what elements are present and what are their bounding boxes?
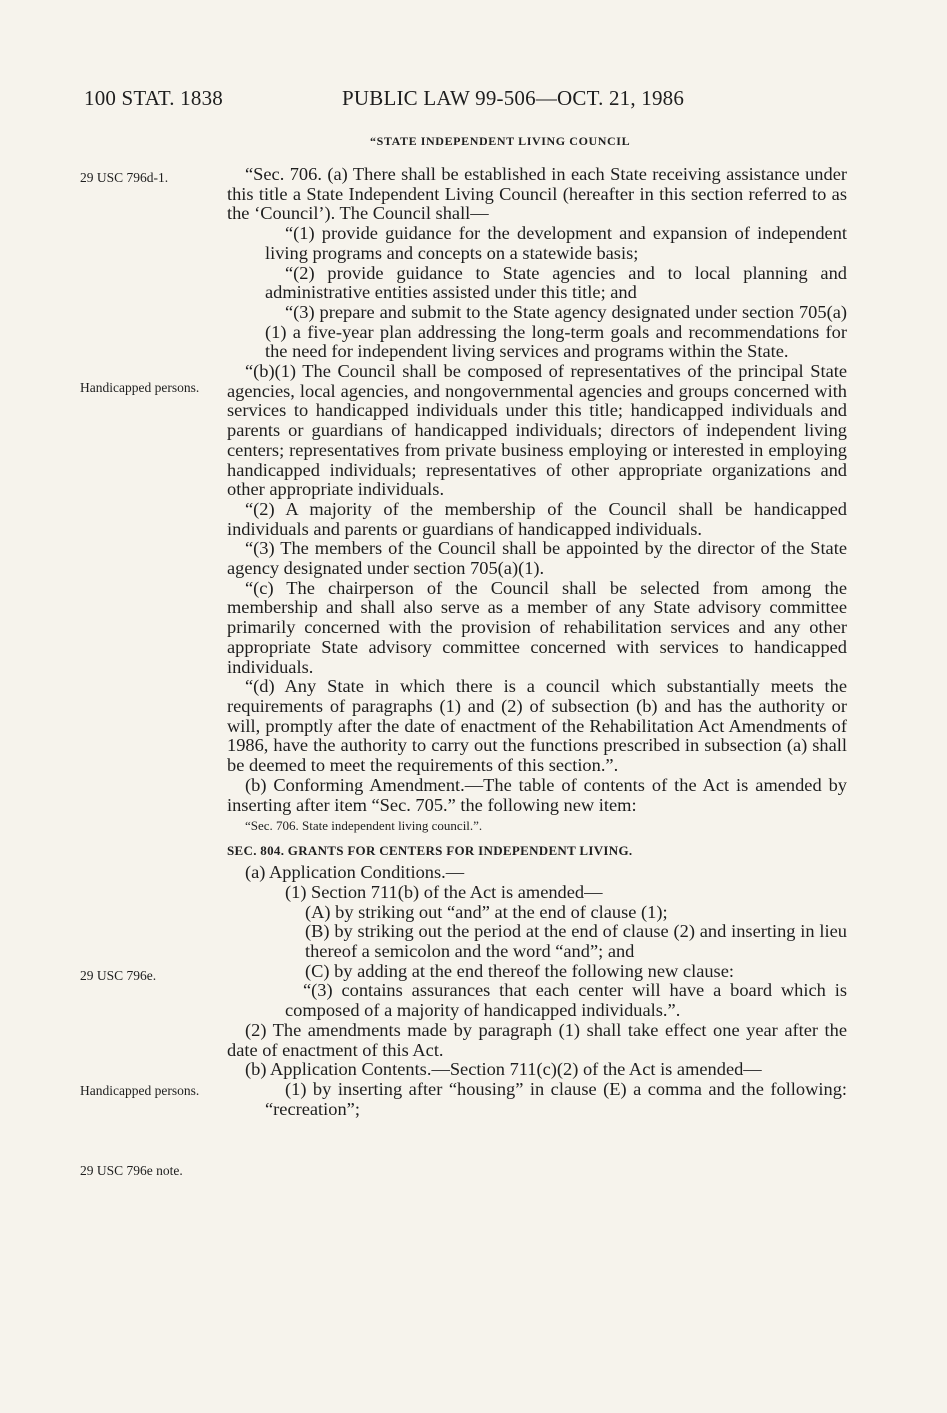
paragraph-706-b-2: “(2) A majority of the membership of the Council shall be handicapped individuals and parents or guardians of handicapped individuals. <box>227 498 847 539</box>
section-title: “STATE INDEPENDENT LIVING COUNCIL <box>370 134 631 148</box>
paragraph-706-b-1: “(b)(1) The Council shall be composed of representatives of the principal State agencies, local agencies, and nongovernmental agencies and groups concerned with services to handicapped individuals under this title; handicapped individuals and parents or guardians of handicapped individuals; directors of independent living centers; representatives from private business employing or interested in employing handicapped individuals; representatives of other appropriate organizations and other appropriate individuals. <box>227 361 847 500</box>
margin-note-handicapped-persons: Handicapped persons. <box>80 380 200 395</box>
paragraph-706-d: “(d) Any State in which there is a council which substantially meets the requirements of paragraphs (1) and (2) of subsection (b) and has the authority or will, promptly after the date of enactment of the Rehabilitation Act Amendments of 1986, have the authority to carry out the functions prescribed in subsection (a) shall be deemed to meet the requirements of this section.”. <box>227 676 847 776</box>
paragraph-804-a-1: (1) Section 711(b) of the Act is amended— <box>285 881 603 902</box>
paragraph-804-a-1-B: (B) by striking out the period at the end of clause (2) and inserting in lieu thereof a semicolon and the word “and”; and <box>305 921 847 962</box>
paragraph-706-c: “(c) The chairperson of the Council shall be selected from among the membership and shall also serve as a member of any State advisory committee primarily concerned with the provision of rehabilitation services and any other appropriate State advisory committee concerned with services to handicapped individuals. <box>227 577 847 677</box>
paragraph-706-a-3: “(3) prepare and submit to the State agency designated under section 705(a)(1) a five-year plan addressing the long-term goals and recommendations for the need for independent living services and programs within the State. <box>265 301 847 362</box>
document-body <box>227 165 847 1119</box>
paragraph-804-a-2: (2) The amendments made by paragraph (1) shall take effect one year after the date of enactment of this Act. <box>227 1019 847 1060</box>
paragraph-706-a-2: “(2) provide guidance to State agencies and to local planning and administrative entities assisted under this title; and <box>265 262 847 303</box>
paragraph-new-clause-3: “(3) contains assurances that each center will have a board which is composed of a majority of handicapped individuals.”. <box>285 980 847 1021</box>
section-804-heading: SEC. 804. GRANTS FOR CENTERS FOR INDEPENDENT LIVING. <box>227 843 633 859</box>
law-title: PUBLIC LAW 99-506—OCT. 21, 1986 <box>342 86 685 110</box>
paragraph-804-b-1: (1) by inserting after “housing” in clause (E) a comma and the following: “recreation”; <box>265 1078 847 1119</box>
paragraph-804-a-1-C: (C) by adding at the end thereof the following new clause: <box>305 960 734 981</box>
margin-note-usc-796e: 29 USC 796e. <box>80 968 157 983</box>
margin-note-handicapped-persons-2: Handicapped persons. <box>80 1083 200 1098</box>
paragraph-804-a-1-A: (A) by striking out “and” at the end of clause (1); <box>305 901 668 922</box>
paragraph-sec-706-a: “Sec. 706. (a) There shall be established in each State receiving assistance under this title a State Independent Living Council (hereafter in this section referred to as the ‘Council’). The Council shall— <box>227 164 847 224</box>
paragraph-706-b-3: “(3) The members of the Council shall be appointed by the director of the State agency designated under section 705(a)(1). <box>227 538 847 579</box>
margin-note-usc-796d-1: 29 USC 796d-1. <box>80 170 169 185</box>
paragraph-706-a-1: “(1) provide guidance for the development and expansion of independent living programs and concepts on a statewide basis; <box>265 223 847 263</box>
page-reference: 100 STAT. 1838 <box>84 86 223 110</box>
paragraph-conforming-amendment: (b) Conforming Amendment.—The table of contents of the Act is amended by inserting after item “Sec. 705.” the following new item: <box>227 774 847 815</box>
paragraph-application-conditions: (a) Application Conditions.— <box>245 862 465 883</box>
margin-note-usc-796e-note: 29 USC 796e note. <box>80 1163 183 1178</box>
paragraph-application-contents: (b) Application Contents.—Section 711(c)(2) of the Act is amended— <box>245 1059 762 1080</box>
table-of-contents-item: “Sec. 706. State independent living council.”. <box>245 818 483 834</box>
